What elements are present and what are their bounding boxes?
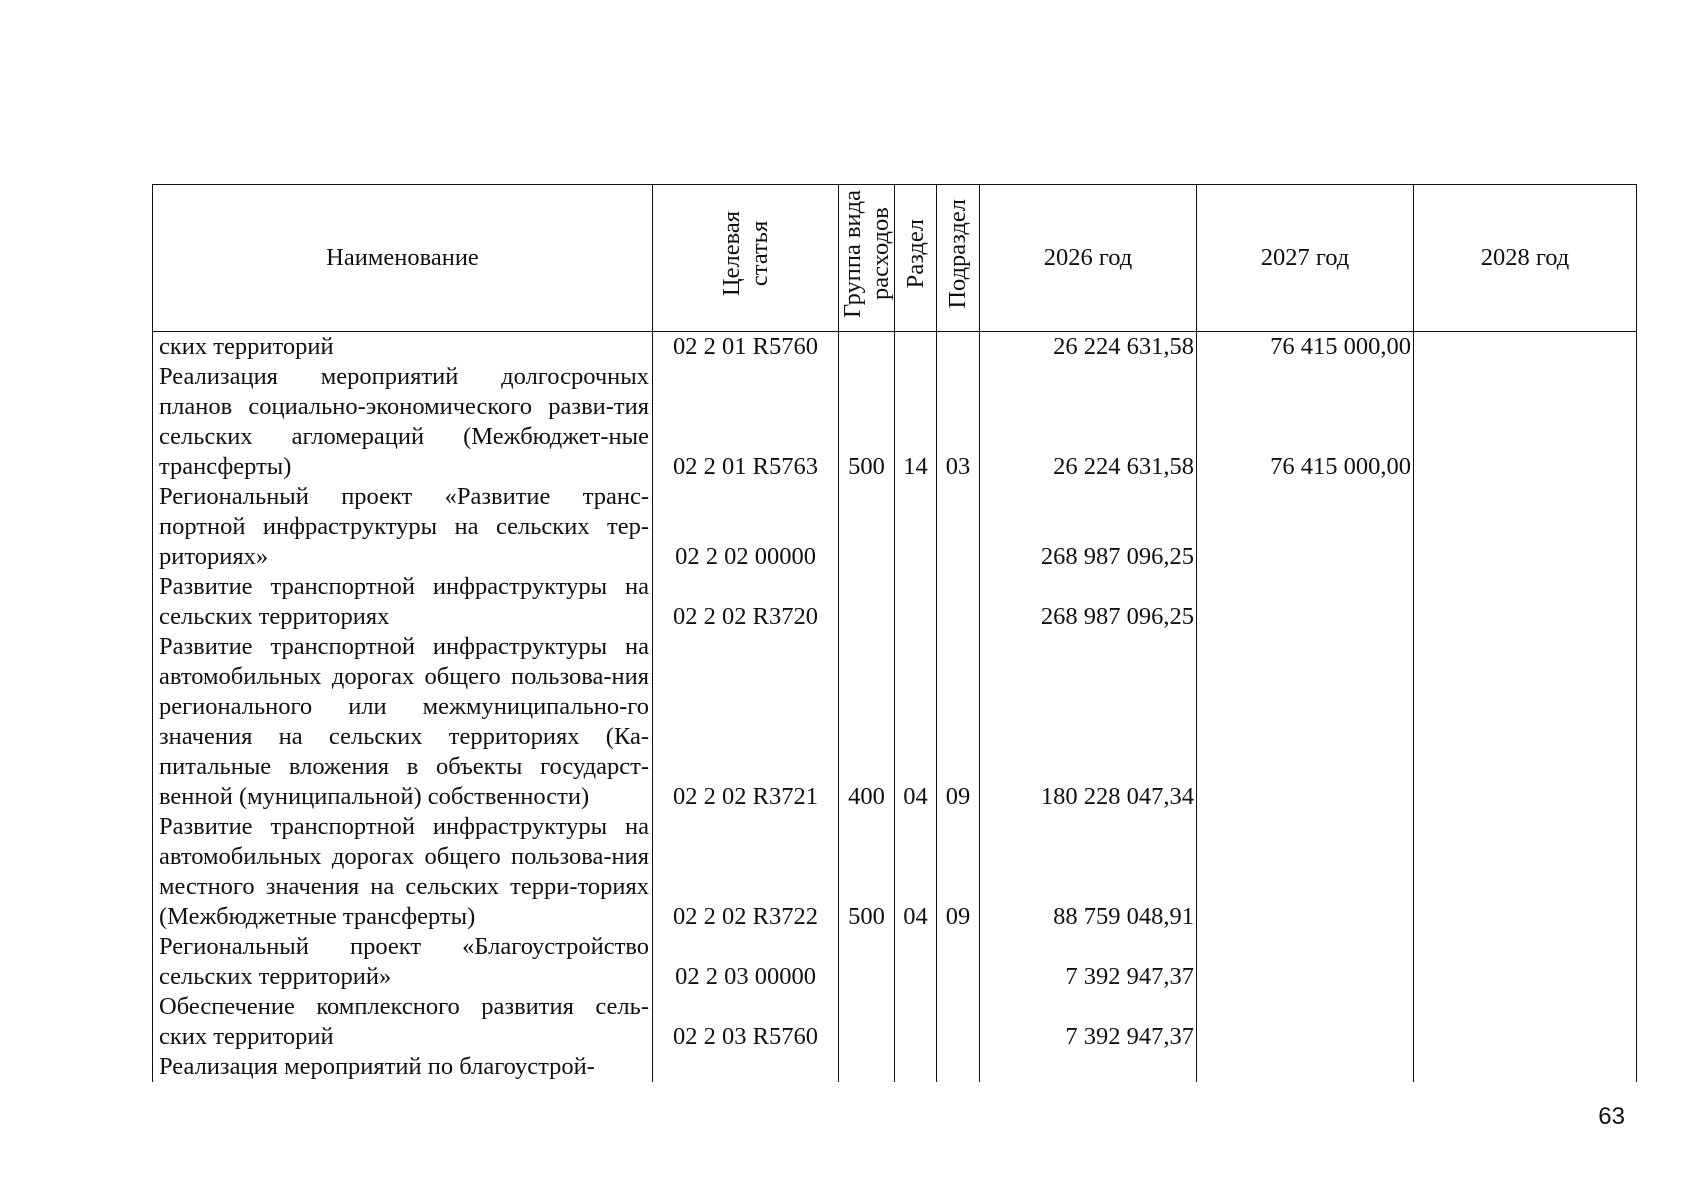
amount-2026-cell: 26 224 631,58	[980, 362, 1197, 482]
row-name: Развитие транспортной инфраструктуры на автомобильных дорогах общего пользова-ния местного значения на сельских терри-ториях (Межбюджетные трансферты)	[153, 812, 653, 932]
row-name: ских территорий	[153, 332, 653, 363]
amount-2027-cell: 76 415 000,00	[1197, 332, 1414, 363]
subsection-cell	[937, 572, 980, 632]
section-cell	[895, 992, 937, 1052]
target-article-cell: 02 2 01 R5760	[653, 332, 839, 363]
row-name: Обеспечение комплексного развития сель-ских территорий	[153, 992, 653, 1052]
table-row	[153, 572, 1637, 632]
expense-group-cell	[839, 1052, 895, 1082]
amount-2026-cell: 26 224 631,58	[980, 332, 1197, 363]
section-cell: 04	[895, 812, 937, 932]
subsection-cell	[937, 992, 980, 1052]
header-section: Раздел	[895, 185, 937, 332]
header-expense-group: Группа вида расходов	[839, 185, 895, 332]
target-article-cell: 02 2 03 00000	[653, 932, 839, 992]
table-row	[153, 482, 1637, 572]
table-row	[153, 632, 1637, 812]
section-cell	[895, 932, 937, 992]
section-cell	[895, 1052, 937, 1082]
amount-2026-cell: 268 987 096,25	[980, 572, 1197, 632]
table-row	[153, 992, 1637, 1052]
page-number: 63	[1598, 1103, 1625, 1130]
expense-group-cell	[839, 992, 895, 1052]
amount-2028-cell	[1414, 932, 1637, 992]
subsection-cell: 09	[937, 812, 980, 932]
header-row	[153, 185, 1637, 332]
amount-2028-cell	[1414, 1052, 1637, 1082]
amount-2028-cell	[1414, 812, 1637, 932]
subsection-cell	[937, 1052, 980, 1082]
expense-group-cell: 500	[839, 362, 895, 482]
subsection-cell: 09	[937, 632, 980, 812]
amount-2028-cell	[1414, 632, 1637, 812]
target-article-cell: 02 2 02 00000	[653, 482, 839, 572]
header-2028: 2028 год	[1414, 185, 1637, 332]
header-name: Наименование	[153, 185, 653, 332]
header-subsection: Подраздел	[937, 185, 980, 332]
table-row	[153, 1052, 1637, 1082]
header-2027: 2027 год	[1197, 185, 1414, 332]
amount-2026-cell: 88 759 048,91	[980, 812, 1197, 932]
amount-2027-cell	[1197, 482, 1414, 572]
target-article-cell: 02 2 02 R3721	[653, 632, 839, 812]
amount-2028-cell	[1414, 992, 1637, 1052]
row-name: Региональный проект «Развитие транс-портной инфраструктуры на сельских тер-риториях»	[153, 482, 653, 572]
amount-2026-cell: 180 228 047,34	[980, 632, 1197, 812]
amount-2028-cell	[1414, 332, 1637, 363]
section-cell: 04	[895, 632, 937, 812]
target-article-cell: 02 2 02 R3720	[653, 572, 839, 632]
section-cell	[895, 482, 937, 572]
subsection-cell	[937, 332, 980, 363]
section-cell	[895, 572, 937, 632]
target-article-cell: 02 2 01 R5763	[653, 362, 839, 482]
amount-2027-cell	[1197, 572, 1414, 632]
subsection-cell	[937, 932, 980, 992]
table-row	[153, 932, 1637, 992]
amount-2027-cell	[1197, 632, 1414, 812]
subsection-cell	[937, 482, 980, 572]
expense-group-cell: 500	[839, 812, 895, 932]
expense-group-cell	[839, 572, 895, 632]
target-article-cell	[653, 1052, 839, 1082]
row-name: Развитие транспортной инфраструктуры на сельских территориях	[153, 572, 653, 632]
row-name: Реализация мероприятий по благоустрой-	[153, 1052, 653, 1082]
amount-2027-cell	[1197, 812, 1414, 932]
amount-2027-cell	[1197, 1052, 1414, 1082]
table-row	[153, 812, 1637, 932]
target-article-cell: 02 2 02 R3722	[653, 812, 839, 932]
row-name: Реализация мероприятий долгосрочных планов социально-экономического разви-тия сельских агломераций (Межбюджет-ные трансферты)	[153, 362, 653, 482]
amount-2026-cell: 7 392 947,37	[980, 932, 1197, 992]
expense-group-cell	[839, 932, 895, 992]
amount-2026-cell	[980, 1052, 1197, 1082]
row-name: Региональный проект «Благоустройство сельских территорий»	[153, 932, 653, 992]
table-row	[153, 362, 1637, 482]
header-2026: 2026 год	[980, 185, 1197, 332]
section-cell	[895, 332, 937, 363]
amount-2027-cell: 76 415 000,00	[1197, 362, 1414, 482]
expense-group-cell: 400	[839, 632, 895, 812]
amount-2027-cell	[1197, 932, 1414, 992]
amount-2026-cell: 7 392 947,37	[980, 992, 1197, 1052]
header-target-article: Целевая статья	[653, 185, 839, 332]
subsection-cell: 03	[937, 362, 980, 482]
target-article-cell: 02 2 03 R5760	[653, 992, 839, 1052]
table-body	[153, 332, 1637, 1083]
expense-group-cell	[839, 482, 895, 572]
expense-group-cell	[839, 332, 895, 363]
amount-2027-cell	[1197, 992, 1414, 1052]
budget-table	[152, 184, 1637, 1082]
amount-2026-cell: 268 987 096,25	[980, 482, 1197, 572]
amount-2028-cell	[1414, 572, 1637, 632]
section-cell: 14	[895, 362, 937, 482]
table-row	[153, 332, 1637, 363]
amount-2028-cell	[1414, 362, 1637, 482]
row-name: Развитие транспортной инфраструктуры на автомобильных дорогах общего пользова-ния регионального или межмуниципально-го значения на сельских территориях (Ка-питальные вложения в объекты государст-венной (муниципальной) собственности)	[153, 632, 653, 812]
amount-2028-cell	[1414, 482, 1637, 572]
